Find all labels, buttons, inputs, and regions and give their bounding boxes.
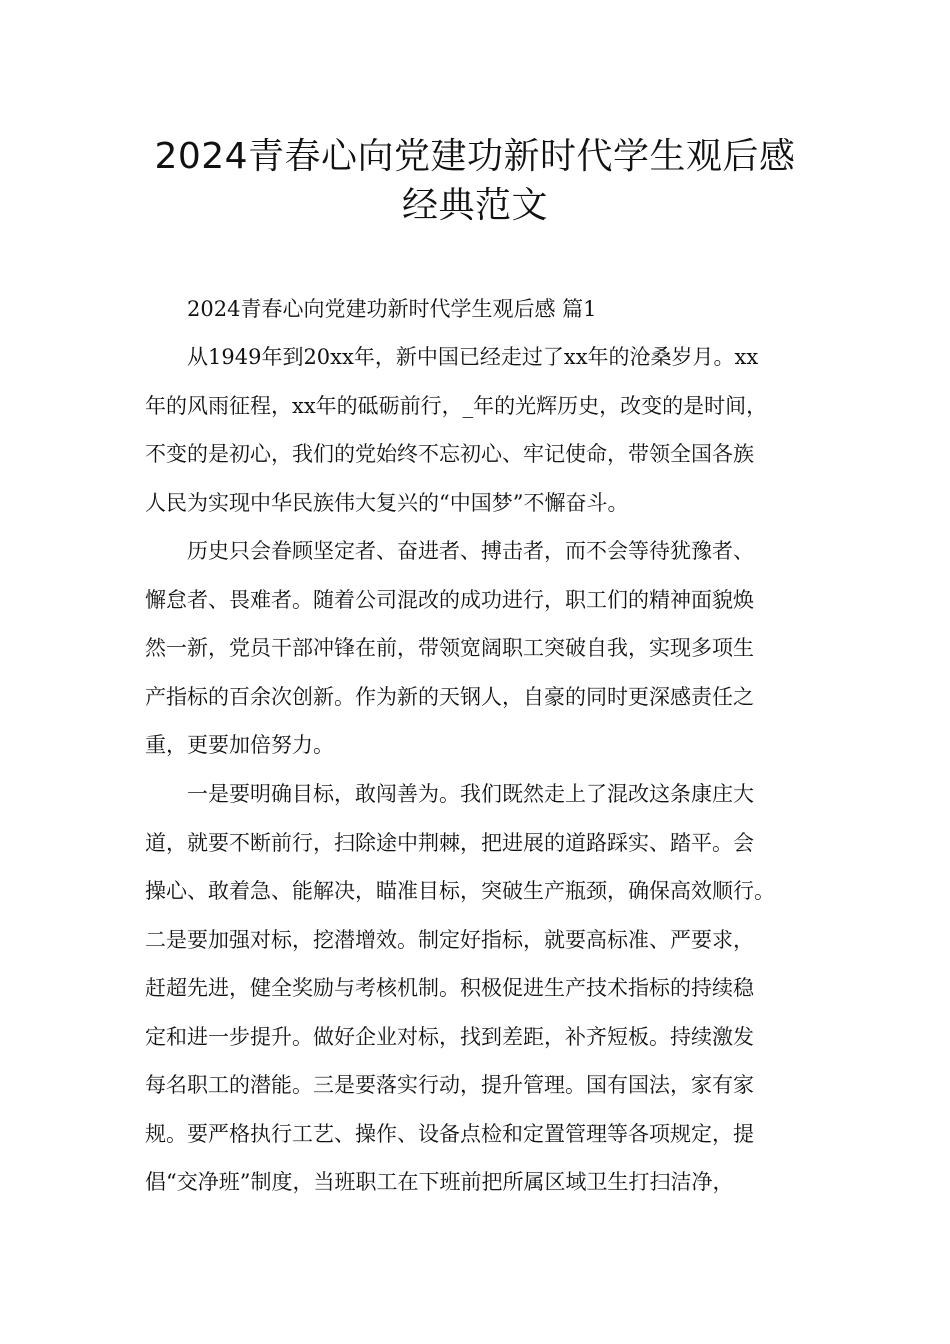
paragraph-line: 二是要加强对标，挖潜增效。制定好指标，就要高标准、严要求，: [145, 927, 754, 952]
document-title-line-1: 2024青春心向党建功新时代学生观后感: [154, 136, 796, 177]
paragraph-line: 一是要明确目标，敢闯善为。我们既然走上了混改这条康庄大: [187, 782, 754, 806]
paragraph-line: 规。要严格执行工艺、操作、设备点检和定置管理等各项规定，提: [145, 1121, 754, 1146]
paragraph-line: 年的风雨征程，xx年的砥砺前行，_年的光辉历史，改变的是时间，: [145, 393, 768, 418]
paragraph-line: 从1949年到20xx年，新中国已经走过了xx年的沧桑岁月。xx: [187, 345, 759, 369]
paragraph-1: [145, 333, 825, 527]
paragraph-3: [145, 770, 825, 1207]
section-heading-text: 2024青春心向党建功新时代学生观后感 篇1: [187, 297, 597, 321]
paragraph-line: 定和进一步提升。做好企业对标，找到差距，补齐短板。持续激发: [145, 1024, 754, 1049]
paragraph-line: 操心、敢着急、能解决，瞄准目标，突破生产瓶颈，确保高效顺行。: [145, 879, 775, 903]
paragraph-line: 人民为实现中华民族伟大复兴的“中国梦”不懈奋斗。: [145, 490, 629, 515]
paragraph-line: 不变的是初心，我们的党始终不忘初心、牢记使命，带领全国各族: [145, 442, 754, 466]
paragraph-line: 倡“交净班”制度，当班职工在下班前把所属区域卫生打扫洁净，: [145, 1170, 734, 1194]
paragraph-line: 历史只会眷顾坚定者、奋进者、搏击者，而不会等待犹豫者、: [187, 539, 754, 563]
paragraph-2: [145, 527, 825, 770]
paragraph-line: 然一新，党员干部冲锋在前，带领宽阔职工突破自我，实现多项生: [145, 636, 754, 660]
paragraph-line: 赶超先进，健全奖励与考核机制。积极促进生产技术指标的持续稳: [145, 976, 754, 1000]
paragraph-line: 懈怠者、畏难者。随着公司混改的成功进行，职工们的精神面貌焕: [145, 587, 754, 612]
paragraph-line: 产指标的百余次创新。作为新的天钢人，自豪的同时更深感责任之: [145, 684, 754, 709]
paragraph-line: 重，更要加倍努力。: [145, 733, 334, 757]
paragraph-line: 道，就要不断前行，扫除途中荆棘，把进展的道路踩实、踏平。会: [145, 830, 754, 855]
section-heading: [145, 285, 825, 334]
paragraph-line: 每名职工的潜能。三是要落实行动，提升管理。国有国法，家有家: [145, 1073, 754, 1097]
document-title-line-2: 经典范文: [401, 185, 548, 226]
